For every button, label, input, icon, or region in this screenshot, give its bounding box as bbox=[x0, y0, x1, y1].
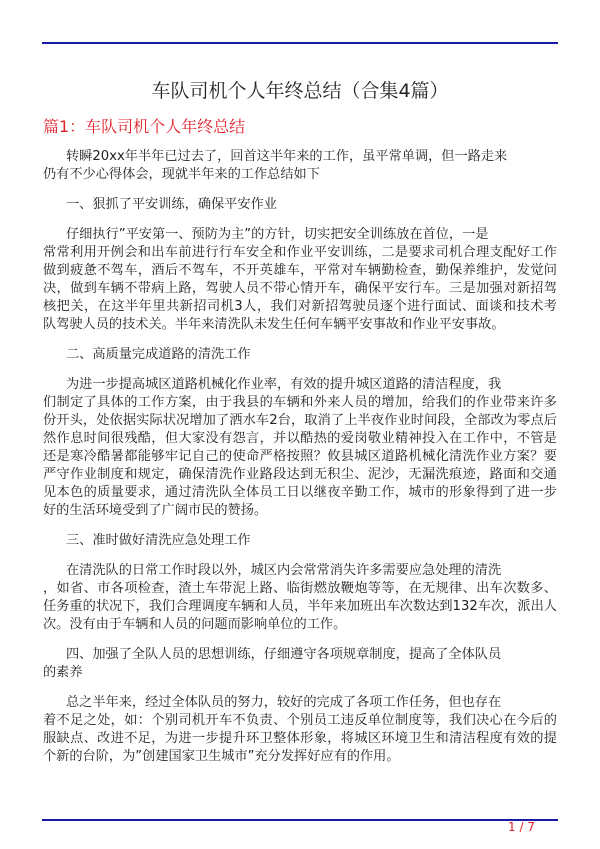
paragraph-cleaning bbox=[43, 376, 557, 520]
paragraph-safety bbox=[43, 226, 557, 334]
text-line: 仔细执行”平安第一、预防为主”的方针，切实把安全训练放在首位，一是 bbox=[66, 227, 489, 242]
paragraph-emergency bbox=[43, 562, 557, 634]
text-line: 队驾驶人员的技术关。半年来清洗队未发生任何车辆平安事故和作业平安事故。 bbox=[43, 317, 505, 332]
footer-rule bbox=[42, 819, 558, 821]
text-line: 严守作业制度和规定，确保清洗作业路段达到无积尘、泥沙，无漏洗痕迹，路面和交通 bbox=[43, 467, 557, 482]
subheading-3: 三、准时做好清洗应急处理工作 bbox=[66, 533, 251, 548]
text-line: 次。没有由于车辆和人员的问题而影响单位的工作。 bbox=[43, 617, 347, 632]
text-line: 仍有不少心得体会，现就半年来的工作总结如下 bbox=[43, 167, 320, 182]
text-line: 决，做到车辆不带病上路，驾驶人员不带心情开车，确保平安行车。三是加强对新招驾 bbox=[43, 281, 557, 296]
text-line: 着不足之处，如：个别司机开车不负责、个别员工违反单位制度等，我们决心在今后的 bbox=[43, 713, 557, 728]
text-line: 核把关，在这半年里共新招司机3人，我们对新招驾驶员逐个进行面试、面谈和技术考 bbox=[43, 299, 557, 314]
text-line: ，如省、市各项检查，渣土车带泥上路、临街燃放鞭炮等等，在无规律、出车次数多、 bbox=[43, 581, 557, 596]
text-line: 份开头，处依据实际状况增加了洒水车2台，取消了上半夜作业时间段，全部改为零点后 bbox=[43, 413, 557, 428]
text-line: 任务重的状况下，我们合理调度车辆和人员，半年来加班出车次数达到132车次，派出人 bbox=[43, 599, 557, 614]
text-line: 总之半年来，经过全体队员的努力，较好的完成了各项工作任务，但也存在 bbox=[66, 695, 502, 710]
text-line: 然作息时间很残酷，但大家没有怨言，并以酷热的爱岗敬业精神投入在工作中，不管是 bbox=[43, 431, 557, 446]
document-title: 车队司机个人年终总结（合集4篇） bbox=[151, 80, 449, 102]
paragraph-intro bbox=[43, 148, 557, 184]
text-line: 个新的台阶，为”创建国家卫生城市”充分发挥好应有的作用。 bbox=[43, 749, 400, 764]
subheading-1: 一、狠抓了平安训练，确保平安作业 bbox=[66, 197, 277, 212]
text-line: 见本色的质量要求，通过清洗队全体员工日以继夜辛勤工作，城市的形象得到了进一步 bbox=[43, 485, 557, 500]
document-body bbox=[43, 148, 557, 766]
text-line: 好的生活环境受到了广阔市民的赞扬。 bbox=[43, 503, 268, 518]
text-line: 们制定了具体的工作方案，由于我县的车辆和外来人员的增加，给我们的作业带来许多 bbox=[43, 395, 557, 410]
text-line: 做到疲惫不驾车，酒后不驾车，不开英雄车，平常对车辆勤检查，勤保养维护，发觉问 bbox=[43, 263, 557, 278]
paragraph-summary bbox=[43, 694, 557, 766]
text-line: 在清洗队的日常工作时段以外，城区内会常常消失许多需要应急处理的清洗 bbox=[66, 563, 502, 578]
text-line: 四、加强了全队人员的思想训练，仔细遵守各项规章制度，提高了全体队员 bbox=[66, 647, 502, 662]
page-number: 1 / 7 bbox=[508, 820, 535, 834]
text-line: 常常利用开例会和出车前进行行车安全和作业平安训练，二是要求司机合理支配好工作 bbox=[43, 245, 557, 260]
text-line: 的素养 bbox=[43, 665, 83, 680]
subheading-4 bbox=[43, 646, 557, 682]
text-line: 为进一步提高城区道路机械化作业率，有效的提升城区道路的清洁程度，我 bbox=[66, 377, 502, 392]
text-line: 还是寒冷酷暑都能够牢记自己的使命严格按照？攸县城区道路机械化清洗作业方案？要 bbox=[43, 449, 557, 464]
header-rule bbox=[42, 42, 558, 44]
text-line: 转瞬20xx年半年已过去了，回首这半年来的工作，虽平常单调，但一路走来 bbox=[66, 149, 508, 164]
subheading-2: 二、高质量完成道路的清洗工作 bbox=[66, 347, 251, 362]
text-line: 服缺点、改进不足，为进一步提升环卫整体形象，将城区环境卫生和清洁程度有效的提 bbox=[43, 731, 557, 746]
section-heading: 篇1：车队司机个人年终总结 bbox=[43, 117, 246, 136]
